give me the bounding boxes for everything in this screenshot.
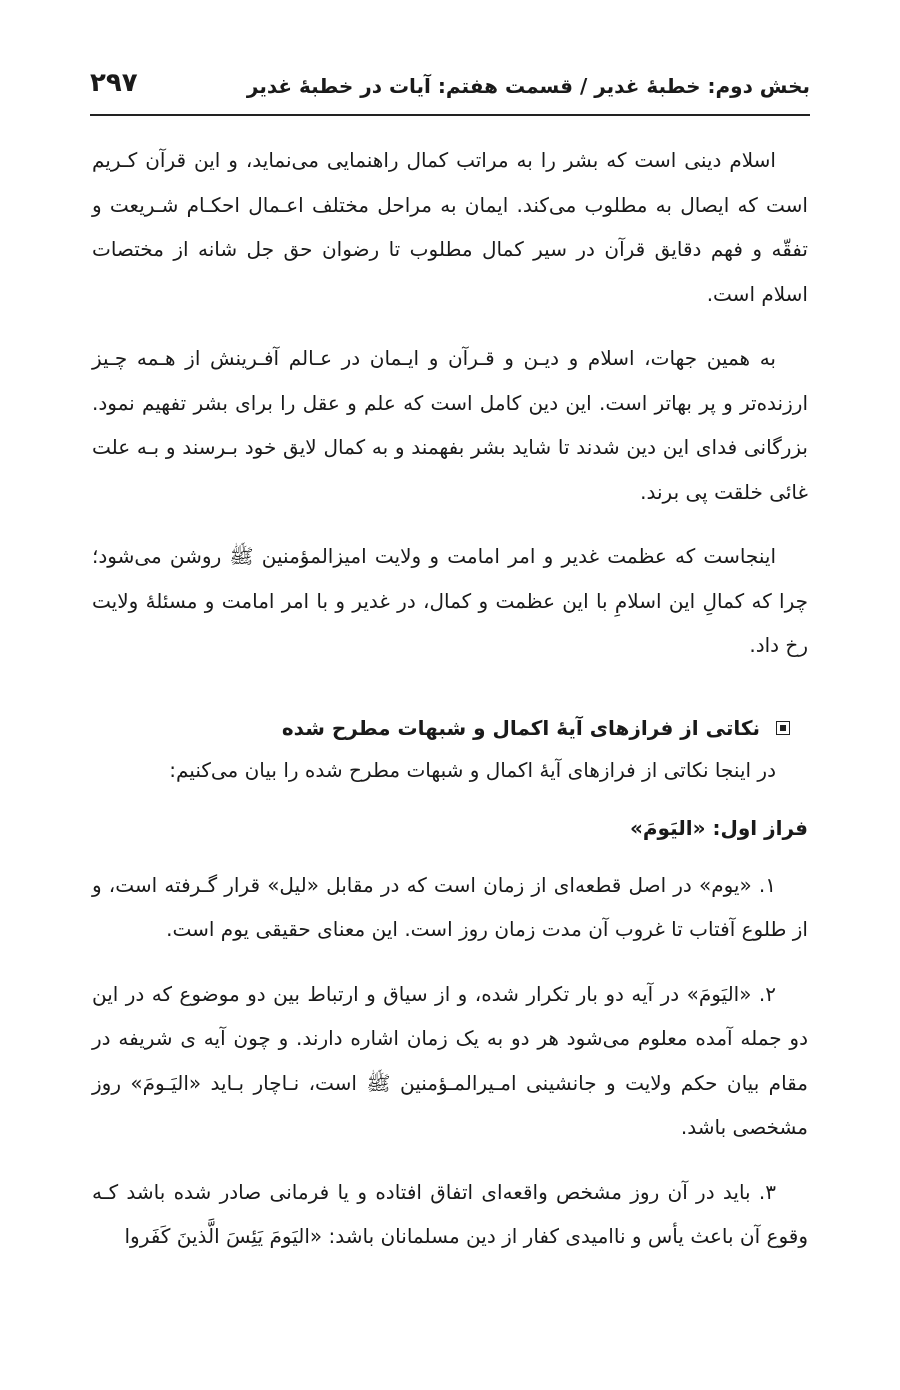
page-number: ۲۹۷ [90, 68, 138, 98]
page-body [92, 138, 808, 1279]
list-item-2: ۲. «الیَومَ» در آیه دو بار تکرار شده، و از سیاق و ارتباط بین دو موضوع که در این دو جمله آمده معلوم می‌شود هر دو به یک زمان اشاره دارند. و چون آیه ی شریفه در مقام بیان حکم ولایت و جانشینی امـیرالمـؤمنین ﷺ است، نـاچار بـاید «الیَـومَ» روز مشخصی باشد. [92, 981, 808, 1139]
section-heading [92, 708, 808, 748]
paragraph-2: به همین جهات، اسلام و دیـن و قـرآن و ایـمان در عـالم آفـرینش از هـمه چـیز ارزنده‌تر و پر بهاتر است. این دین کامل است که علم و عقل را برای بشر تفهیم نمود. بزرگانی فدای این دین شدند تا شاید بشر بفهمند و به کمال لایق خود بـرسند و بـه علت غائی خلقت پی برند. [92, 346, 808, 504]
page-header [90, 62, 810, 116]
sub-heading: فراز اول: «الیَومَ» [629, 816, 808, 840]
section-heading-text: نکاتی از فرازهای آیۀ اکمال و شبهات مطرح شده [281, 715, 760, 740]
list-item-1: ۱. «یوم» در اصل قطعه‌ای از زمان است که در مقابل «لیل» قرار گـرفته است، و از طلوع آفتاب تا غروب آن مدت زمان روز است. این معنای حقیقی یوم است. [92, 872, 808, 941]
paragraph-3: اینجاست که عظمت غدیر و امر امامت و ولایت امیزالمؤمنین ﷺ روشن می‌شود؛ چرا که کمالِ این اسلامِ با این عظمت و کمال، در غدیر و با امر امامت و مسئلۀ ولایت رخ داد. [92, 544, 808, 657]
square-bullet-icon [776, 721, 790, 735]
list-item-3: ۳. باید در آن روز مشخص واقعه‌ای اتفاق افتاده و یا فرمانی صادر شده باشد کـه وقوع آن باعث یأس و ناامیدی کفار از دین مسلمانان باشد: «الیَومَ یَئِسَ الَّذینَ کَفَروا [92, 1179, 808, 1248]
running-header-title: بخش دوم: خطبۀ غدیر / قسمت هفتم: آیات در خطبۀ غدیر [246, 74, 810, 98]
section-intro: در اینجا نکاتی از فرازهای آیۀ اکمال و شبهات مطرح شده را بیان می‌کنیم: [169, 757, 776, 782]
paragraph-1: اسلام دینی است که بشر را به مراتب کمال راهنمایی می‌نماید، و این قرآن کـریم است که ایصال به مطلوب می‌کند. ایمان به مراحل مختلف اعـمال احکـام شـریعت و تفقّه و فهم دقایق قرآن در سیر کمال مطلوب تا رضوان حق جل شانه از مختصات اسلام است. [92, 148, 808, 306]
